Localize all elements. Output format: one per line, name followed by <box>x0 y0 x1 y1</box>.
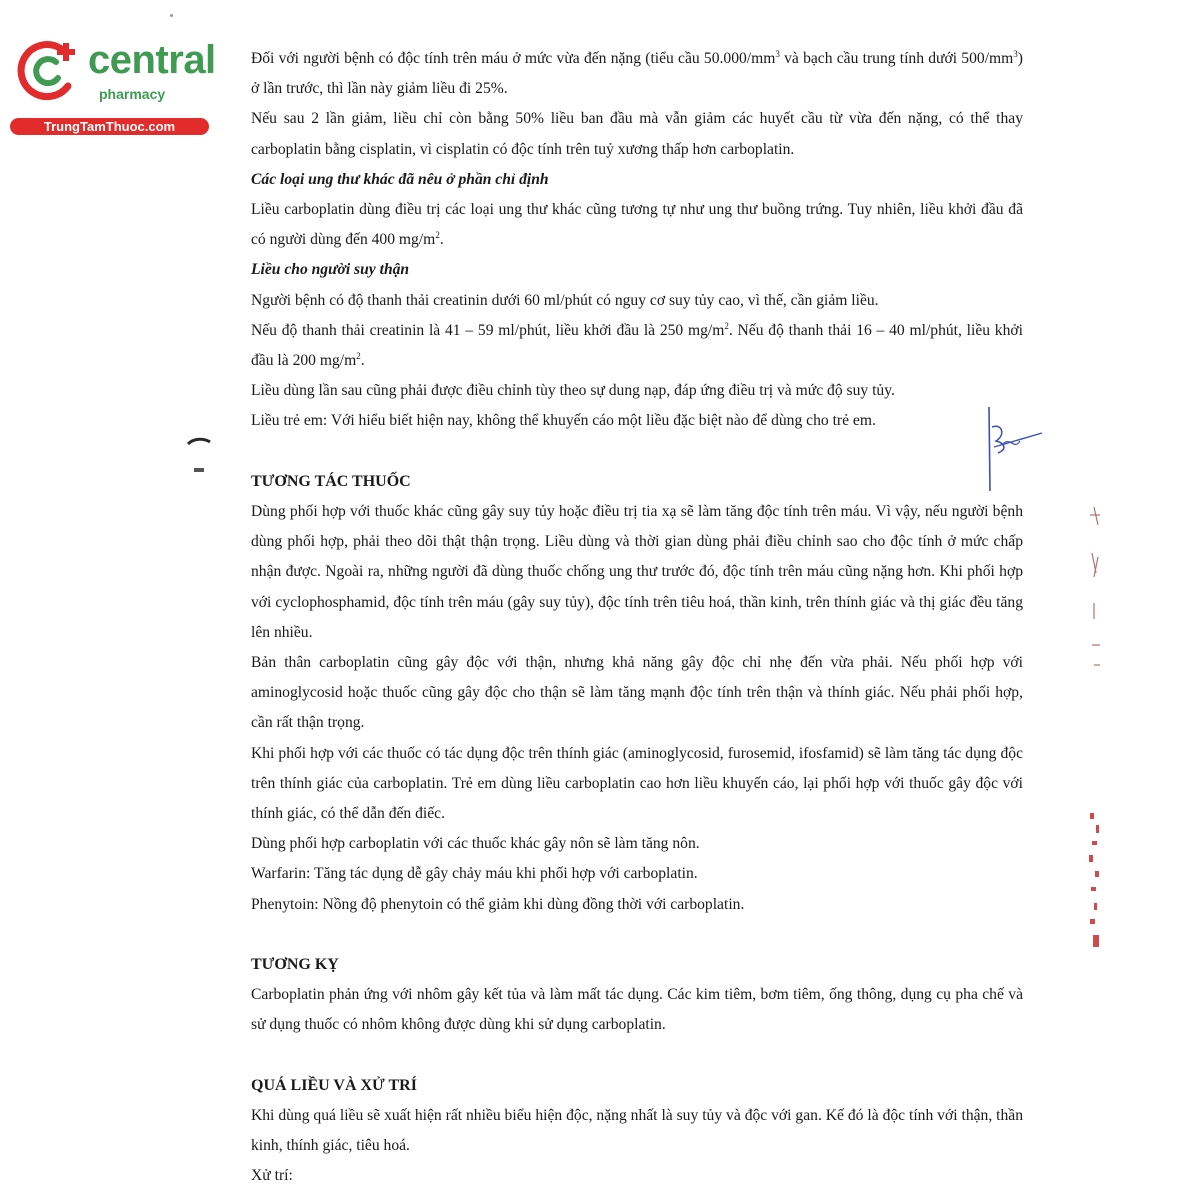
central-pharmacy-logo <box>10 34 220 139</box>
paragraph-warfarin: Warfarin: Tăng tác dụng dễ gây chảy máu khi phối hợp với carboplatin. <box>251 865 698 883</box>
paragraph-ototoxicity: Khi phối hợp với các thuốc có tác dụng độc trên thính giác (aminoglycosid, furosemid, ifosfamid) sẽ làm tăng tác dụng độc trên thính giác của carboplatin. Trẻ em dùng liều carboplatin cao hơn liều khuyến cáo, lại phối hợp với thuốc gây độc với thính giác, có thể dẫn đến điếc. <box>251 744 1023 823</box>
paragraph-nephrotoxicity: Bản thân carboplatin cũng gây độc với thận, nhưng khả năng gây độc chỉ nhẹ đến vừa phải. Nếu phối hợp với aminoglycosid hoặc thuốc cũng gây độc cho thận sẽ làm tăng mạnh độc tính trên thận và thính giác. Nếu phải phối hợp, cần rất thận trọng. <box>251 654 1023 732</box>
logo-mark-icon <box>10 34 88 114</box>
logo-subtitle: pharmacy <box>99 86 166 102</box>
punch-hole-mark <box>186 436 214 480</box>
subheading-other-cancers: Các loại ung thư khác đã nêu ở phần chỉ định <box>251 170 549 188</box>
paragraph-pediatric-dose: Liều trẻ em: Với hiểu biết hiện nay, không thể khuyến cáo một liều đặc biệt nào để dùng cho trẻ em. <box>251 412 876 430</box>
heading-incompatibility: TƯƠNG KỴ <box>251 956 339 974</box>
document-body <box>251 44 1023 1192</box>
signature-mark <box>980 405 1050 495</box>
paragraph-renal-dose: Nếu độ thanh thải creatinin là 41 – 59 ml/phút, liều khởi đầu là 250 $mg/m^2$. Nếu độ thanh thải 16 – 40 ml/phút, liều khởi đầu là 200 $mg/m^2$. <box>251 320 1023 370</box>
subheading-renal-dose: Liều cho người suy thận <box>251 261 410 279</box>
scan-dot <box>170 14 173 17</box>
paragraph-emesis: Dùng phối hợp carboplatin với các thuốc khác gây nôn sẽ làm tăng nôn. <box>251 835 700 853</box>
paragraph-phenytoin: Phenytoin: Nồng độ phenytoin có thể giảm khi dùng đồng thời với carboplatin. <box>251 895 745 913</box>
stamp-fragment <box>1080 495 1110 965</box>
paragraph-combination-toxicity: Dùng phối hợp với thuốc khác cũng gây suy tủy hoặc điều trị tia xạ sẽ làm tăng độc tính trên máu. Vì vậy, nếu người bệnh dùng phối hợp, phải theo dõi thật thận trọng. Liều dùng và thời gian dùng phải điều chỉnh sao cho độc tính ở mức chấp nhận được. Ngoài ra, những người đã dùng thuốc chống ung thư trước đó, độc tính trên máu cũng nặng hơn. Khi phối hợp với cyclophosphamid, độc tính trên máu (gây suy tủy), độc tính trên tiêu hoá, thần kinh, trên thính giác và thị giác đều tăng lên nhiều. <box>251 503 1023 641</box>
logo-name: central <box>88 38 216 82</box>
paragraph-management-label: Xử trí: <box>251 1167 293 1185</box>
paragraph-renal-risk: Người bệnh có độ thanh thải creatinin dưới 60 ml/phút có nguy cơ suy tủy cao, vì thế, cần giảm liều. <box>251 291 879 309</box>
paragraph-dose-reduction: Đối với người bệnh có độc tính trên máu ở mức vừa đến nặng (tiểu cầu $50.000/mm^3$ và bạch cầu trung tính dưới $500/mm^3$) ở lần trước, thì lần này giảm liều đi 25%. <box>251 49 1023 98</box>
paragraph-subsequent-dose: Liều dùng lần sau cũng phải được điều chỉnh tùy theo sự dung nạp, đáp ứng điều trị và mức độ suy tủy. <box>251 382 895 400</box>
paragraph-overdose-signs: Khi dùng quá liều sẽ xuất hiện rất nhiều biểu hiện độc, nặng nhất là suy tủy và độc với gan. Kế đó là độc tính với thận, thần kinh, thính giác, tiêu hoá. <box>251 1107 1023 1155</box>
paragraph-switch-cisplatin: Nếu sau 2 lần giảm, liều chỉ còn bằng 50% liều ban đầu mà vẫn giảm các huyết cầu từ vừa đến nặng, có thể thay carboplatin bằng cisplatin, vì cisplatin có độc tính trên tuỷ xương thấp hơn carboplatin. <box>251 110 1023 158</box>
paragraph-other-cancers: Liều carboplatin dùng điều trị các loại ung thư khác cũng tương tự như ung thư buồng trứng. Tuy nhiên, liều khởi đầu đã có người dùng đến 400 $mg/m^2$. <box>251 201 1023 249</box>
paragraph-aluminium: Carboplatin phản ứng với nhôm gây kết tủa và làm mất tác dụng. Các kim tiêm, bơm tiêm, ống thông, dụng cụ pha chế và sử dụng thuốc có nhôm không được dùng khi sử dụng carboplatin. <box>251 986 1023 1034</box>
heading-overdose: QUÁ LIỀU VÀ XỬ TRÍ <box>251 1076 417 1094</box>
heading-drug-interactions: TƯƠNG TÁC THUỐC <box>251 472 411 490</box>
logo-url-badge: TrungTamThuoc.com <box>10 118 209 135</box>
